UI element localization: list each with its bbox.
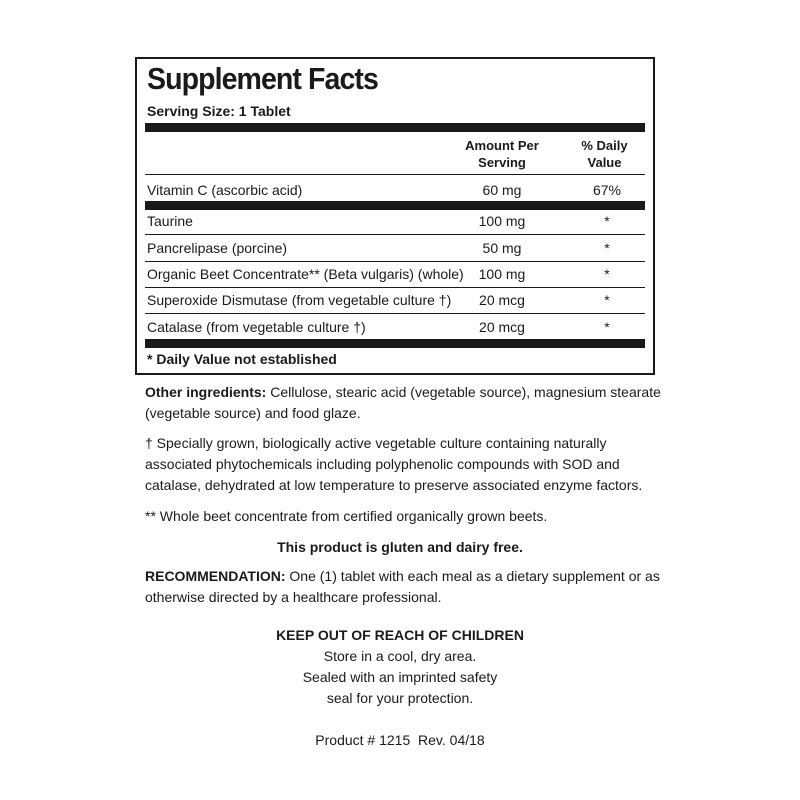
seal-line-2: seal for your protection. [326, 690, 474, 706]
header-rule [145, 174, 645, 175]
column-header-amount-line1: Amount Per [465, 138, 539, 153]
nutrient-amount: 100 mg [478, 266, 526, 282]
beet-note: ** Whole beet concentrate from certified organically grown beets. [145, 508, 548, 524]
nutrient-amount: 20 mcg [479, 292, 525, 308]
nutrient-daily-value: * [604, 266, 610, 282]
nutrient-daily-value: * [604, 213, 610, 229]
column-header-dv-line2: Value [587, 155, 622, 170]
row-rule [145, 287, 645, 288]
nutrient-daily-value: * [604, 319, 610, 335]
nutrient-daily-value: * [604, 292, 610, 308]
divider-bar [145, 339, 645, 348]
daily-value-footnote: * Daily Value not established [147, 351, 337, 367]
other-ingredients-text: Cellulose, stearic acid (vegetable source), magnesium stearate (vegetable source) and food glaze. [145, 384, 661, 421]
nutrient-name: Superoxide Dismutase (from vegetable culture †) [147, 292, 452, 308]
warning-block [230, 625, 570, 709]
nutrient-daily-value: 67% [592, 182, 622, 198]
nutrient-amount: 60 mg [482, 182, 522, 198]
divider-bar [145, 201, 645, 210]
row-rule [145, 313, 645, 314]
gluten-dairy-free-note: This product is gluten and dairy free. [277, 539, 523, 555]
row-rule [145, 234, 645, 235]
column-header-amount [457, 137, 547, 171]
serving-size: Serving Size: 1 Tablet [147, 103, 291, 119]
recommendation-label: RECOMMENDATION: [145, 568, 286, 584]
product-number: Product # 1215 Rev. 04/18 [315, 732, 485, 748]
other-ingredients [145, 382, 665, 424]
divider-bar [145, 123, 645, 132]
warning-heading: KEEP OUT OF REACH OF CHILDREN [276, 627, 524, 643]
nutrient-amount: 20 mcg [479, 319, 525, 335]
nutrient-name: Catalase (from vegetable culture †) [147, 319, 366, 335]
culture-note: † Specially grown, biologically active vegetable culture containing naturally associated phytochemicals including polyphenolic compounds with SOD and catalase, dehydrated at low temperature to preserve associated enzyme factors. [145, 435, 643, 493]
nutrient-daily-value: * [604, 240, 610, 256]
nutrient-amount: 50 mg [482, 240, 522, 256]
column-header-amount-line2: Serving [478, 155, 526, 170]
supplement-facts-panel [135, 57, 655, 375]
other-ingredients-label: Other ingredients: [145, 384, 267, 400]
storage-line: Store in a cool, dry area. [323, 648, 477, 664]
column-header-daily-value [567, 137, 642, 171]
panel-title: Supplement Facts [147, 61, 378, 96]
column-header-dv-line1: % Daily [581, 138, 628, 153]
nutrient-name: Organic Beet Concentrate** (Beta vulgaris) (whole) [147, 266, 464, 282]
recommendation [145, 566, 665, 608]
nutrient-name: Taurine [147, 213, 193, 229]
nutrient-name: Pancrelipase (porcine) [147, 240, 288, 256]
recommendation-text: One (1) tablet with each meal as a dietary supplement or as otherwise directed by a healthcare professional. [145, 568, 660, 605]
nutrient-name: Vitamin C (ascorbic acid) [147, 182, 303, 198]
row-rule [145, 261, 645, 262]
nutrient-amount: 100 mg [478, 213, 526, 229]
seal-line-1: Sealed with an imprinted safety [302, 669, 498, 685]
